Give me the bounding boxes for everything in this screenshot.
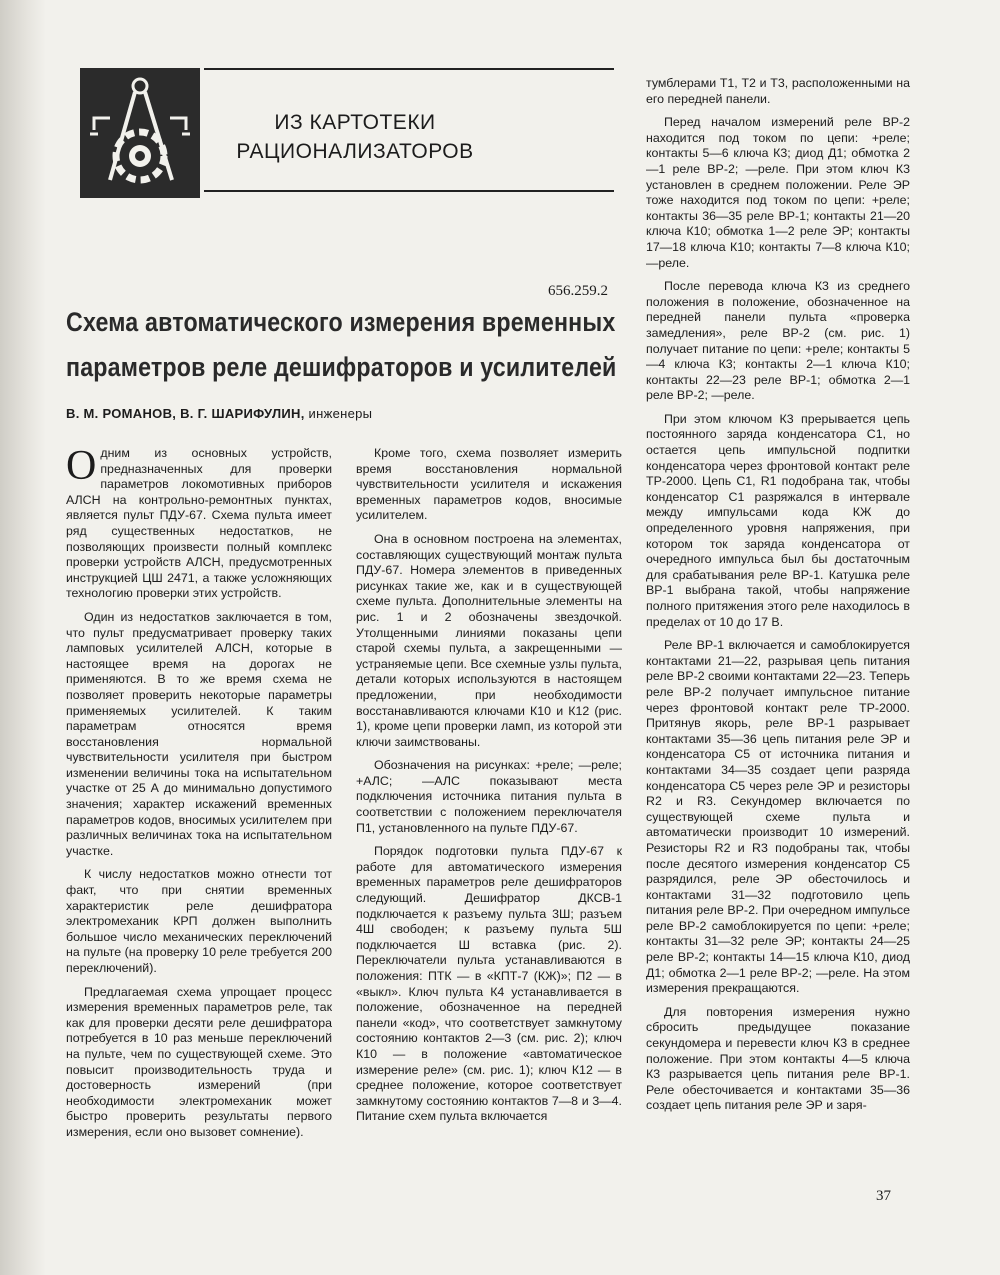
page-binding-shadow (0, 0, 46, 1275)
paragraph: Предлагаемая схема упрощает процесс измерения временных параметров реле, так как для проверки десяти реле дешифратора потребуется в 10 раз меньше переключений на пульте, чем по существующей схеме. Это повысит производительность труда и достоверность измерений (при необходимости электромеханик может быстро проверить результаты первого измерения, если оно вызовет сомнение). (66, 984, 332, 1139)
text-column-2 (356, 446, 622, 1133)
paragraph: Для повторения измерения нужно сбросить предыдущее показание секундомера и перевести ключ К3 в среднее положение. При этом контакты 4—5 ключа К3 разрывается цепь питания реле ВР-1. Реле обесточивается и контактами 35—36 создает цепь питания реле ЭР и заря- (646, 1004, 910, 1113)
paragraph: Обозначения на рисунках: +реле; —реле; +АЛС; —АЛС показывают места подключения источника питания пульта в соответствии с положением переключателя П1, установленного на пульте ПДУ-67. (356, 758, 622, 835)
paragraph: Реле ВР-1 включается и самоблокируется контактами 21—22, разрывая цепь питания реле ВР-2 своими контактами 22—23. Теперь реле ВР-2 получает импульсное питание через фронтовой контакт реле ТР-2000. Притянув якорь, реле ВР-1 разрывает контактами 35—36 цепь питания реле ЭР и конденсатора С5 от источника питания и контактами 34—35 создает цепи разряда конденсатора С5 через реле ЭР и резисторы R2 и R3. Секундомер включается по существующей схеме пульта и автоматически производит 10 измерений. Резисторы R2 и R3 подобраны так, чтобы после десятого измерения конденсатор С5 разрядился, реле ЭР обесточилось и контактами 31—32 подготовило цепь питания реле ВР-2. При очередном импульсе реле ВР-2 самоблокируется по цепи: +реле; контакты 31—32 реле ЭР; контакты 24—25 реле ВР-2; контакты 14—15 ключа К10, диод Д1; обмотка 2—1 реле ВР-2; —реле. На этом измерения прекращаются. (646, 638, 910, 996)
section-heading-line1: ИЗ КАРТОТЕКИ (274, 111, 436, 134)
rationalizer-logo (80, 68, 200, 198)
paragraph: Она в основном построена на элементах, составляющих существующий монтаж пульта ПДУ-67. Номера элементов в приведенных рисунках такие же, как и в существующей схеме пульта. Дополнительные элементы на рис. 1 и 2 обозначены звездочкой. Утолщенными линиями показаны цепи старой схемы пульта, а закрещенными — устраняемые цепи. Все схемные узлы пульта, детали которых используются в настоящем предложении, при необходимости восстанавливаются ключами К10 и К12 (рис. 1), кроме цепи проверки ламп, из которой эти ключи заимствованы. (356, 531, 622, 749)
paragraph: При этом ключом К3 прерывается цепь постоянного заряда конденсатора С1, но остается цепь импульсной подпитки конденсатора через фронтовой контакт реле ТР-2000. Цепь С1, R1 подобрана так, чтобы конденсатор С1 разряжался в интервале между импульсами кода КЖ до определенного уровня напряжения, при котором ток заряда конденсатора от очередного импульса был бы достаточным для срабатывания реле ВР-1. Катушка реле ВР-1 выбрана такой, чтобы напряжение полного притяжения этого реле находилось в пределах от 10 до 17 В. (646, 411, 910, 629)
paragraph: К числу недостатков можно отнести тот факт, что при снятии временных характеристик реле дешифратора электромеханик КРП должен выполнить большое число механических переключений на пульте (на проверку 10 реле требуется 200 переключений). (66, 867, 332, 975)
paragraph: После перевода ключа К3 из среднего положения в положение, обозначенное на передней панели пульта «проверка замедления», реле ВР-2 (см. рис. 1) получает питание по цепи: +реле; контакты 5—4 ключа К3; контакты 2—1 ключа К10; контакты 22—23 реле ВР-1; обмотка 2—1 реле ВР-2; —реле. (646, 279, 910, 403)
section-heading (225, 108, 485, 166)
page-number: 37 (876, 1188, 891, 1204)
header-rule-bottom (204, 190, 614, 192)
header-rule-top (204, 68, 614, 70)
article-title (66, 300, 617, 390)
udc-code: 656.259.2 (548, 283, 608, 299)
paragraph: Порядок подготовки пульта ПДУ-67 к работе для автоматического измерения временных параметров реле дешифраторов следующий. Дешифратор ДКСВ-1 подключается к разъему пульта 3Ш; разъем 4Ш свободен; к разъему пульта 5Ш подключается Ш вставка (рис. 2). Переключатели пульта устанавливаются в положения: ПТК — в «КПТ-7 (КЖ)»; П2 — в «выкл». Ключ пульта К4 устанавливается в положение, обозначенное на передней панели «код», что соответствует замкнутому состоянию контактов 2—3 (см. рис. 2); ключ К10 — в положение «автоматическое измерение реле» (см. рис. 1); ключ К12 — в среднее положение, которое соответствует замкнутому состоянию контактов 7—8 и 3—4. Питание схем пульта включается (356, 844, 622, 1124)
drop-cap: О (66, 443, 97, 489)
paragraph: тумблерами Т1, Т2 и Т3, расположенными на его передней панели. (646, 76, 910, 106)
text-column-1 (66, 443, 332, 1149)
paragraph: Кроме того, схема позволяет измерить время восстановления нормальной чувствительности усилителя и искажения временных параметров кодов, вносимые усилителем. (356, 446, 622, 523)
paragraph: Один из недостатков заключается в том, что пульт предусматривает проверку таких ламповых усилителей АЛСН, которые в настоящее время на дорогах не применяются. В то же время схема не позволяет проверить некоторые параметры применяемых усилителей. К таким параметрам относятся время восстановления нормальной чувствительности усилителя при быстром изменении величины тока на испытательном участке от 25 А до минимально допустимого значения; характер искажений временных параметров кодов, вносимых усилителем при различных величинах тока на испытательном участке. (66, 609, 332, 858)
article-title-line1: Схема автоматического измерения временных (66, 307, 616, 337)
author-names: В. М. РОМАНОВ, В. Г. ШАРИФУЛИН, (66, 406, 305, 421)
section-heading-line2: РАЦИОНАЛИЗАТОРОВ (236, 140, 474, 163)
author-role: инженеры (308, 406, 373, 421)
paragraph: Одним из основных устройств, предназначенных для проверки параметров локомотивных приборов АЛСН на контрольно-ремонтных пунктах, является пульт ПДУ-67. Схема пульта имеет ряд существенных недостатков, не позволяющих произвести полный комплекс проверки устройств АЛСН, предусмотренных инструкцией ЦШ 2471, а также усложняющих технологию проверки этих устройств. (66, 443, 332, 601)
text-column-3 (646, 76, 910, 1122)
article-title-line2: параметров реле дешифраторов и усилителей (66, 352, 617, 382)
article-authors (66, 406, 372, 421)
paragraph: Перед началом измерений реле ВР-2 находится под током по цепи: +реле; контакты 5—6 ключа К3; диод Д1; обмотка 2—1 реле ВР-2; —реле. При этом ключ К3 установлен в среднем положении. Реле ЭР тоже находится под током по цепи: +реле; контакты 36—35 реле ВР-1; контакты 21—20 ключа К10; обмотка 1—2 реле ЭР; контакты 17—18 ключа К10; контакты 7—8 ключа К10; —реле. (646, 115, 910, 270)
